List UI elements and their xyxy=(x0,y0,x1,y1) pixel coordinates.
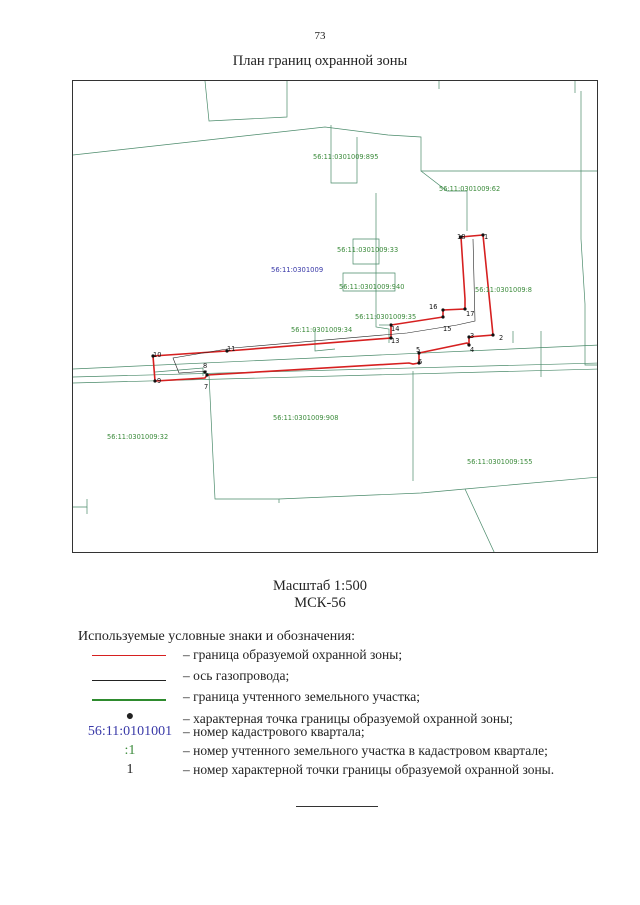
parcel-line xyxy=(465,477,598,489)
point-8-marker xyxy=(203,370,206,373)
parcel-line xyxy=(465,489,495,553)
parcel-line xyxy=(73,499,87,507)
coordinate-system-label: МСК-56 xyxy=(294,595,346,611)
parcel-label: 56:11:0301009:62 xyxy=(439,185,501,193)
plan-title: План границ охранной зоны xyxy=(232,53,408,69)
legend-item-point-number xyxy=(0,762,640,780)
legend-text: – граница учтенного земельного участка; xyxy=(183,689,420,704)
point-number-symbol: 1 xyxy=(126,762,134,777)
point-label: 10 xyxy=(153,351,162,359)
point-label: 14 xyxy=(391,325,400,333)
point-label: 16 xyxy=(429,303,438,311)
point-2-marker xyxy=(491,333,494,336)
point-15-marker xyxy=(441,315,444,318)
legend-text: – номер учтенного земельного участка в кадастровом квартале; xyxy=(183,743,548,758)
protection-zone-boundary xyxy=(153,235,493,381)
parcel-line xyxy=(205,81,287,121)
parcel-line xyxy=(279,489,465,499)
point-dot-icon: ● xyxy=(125,709,135,724)
scale-label: Масштаб 1:500 xyxy=(273,578,367,594)
point-label: 11 xyxy=(227,345,236,353)
parcel-label: 56:11:0301009:908 xyxy=(273,414,339,422)
parcel-label: 56:11:0301009:155 xyxy=(467,458,533,466)
parcel-line xyxy=(73,127,515,171)
scale-block xyxy=(0,578,640,612)
map-frame xyxy=(72,80,598,553)
parcel-label: 56:11:0301009:32 xyxy=(107,433,169,441)
legend-item-parcel-boundary xyxy=(0,689,640,707)
point-label: 15 xyxy=(443,325,452,333)
quarter-number-symbol: 56:11:0101001 xyxy=(87,724,173,739)
point-16-marker xyxy=(441,308,444,311)
parcel-label: 56:11:0301009:940 xyxy=(339,283,405,291)
quarter-label: 56:11:0301009 xyxy=(271,266,324,274)
parcel-line xyxy=(209,375,279,503)
point-label: 18 xyxy=(457,233,466,241)
legend-text: – номер кадастрового квартала; xyxy=(183,724,365,739)
point-label: 8 xyxy=(203,362,208,370)
point-label: 2 xyxy=(499,334,504,342)
legend-item-zone-boundary xyxy=(0,647,640,665)
point-7-marker xyxy=(205,373,208,376)
green-line-symbol xyxy=(92,699,166,701)
point-label: 1 xyxy=(484,233,489,241)
point-label: 3 xyxy=(470,332,475,340)
footer-separator-line xyxy=(296,806,378,807)
point-label: 9 xyxy=(157,377,162,385)
cadastral-map xyxy=(73,81,598,553)
legend-item-gas-pipeline-axis xyxy=(0,668,640,686)
boundary-points xyxy=(151,233,494,382)
parcel-line xyxy=(581,91,598,365)
point-label: 4 xyxy=(470,346,475,354)
point-label: 6 xyxy=(418,358,423,366)
page-number: 73 xyxy=(314,30,326,42)
red-line-symbol xyxy=(92,655,166,656)
point-label: 17 xyxy=(466,310,475,318)
parcel-line xyxy=(73,369,598,383)
point-label: 7 xyxy=(204,383,209,391)
legend-text: – характерная точка границы образуемой охранной зоны; xyxy=(183,711,513,726)
legend-text: – граница образуемой охранной зоны; xyxy=(183,647,403,662)
parcel-label: 56:11:0301009:895 xyxy=(313,153,379,161)
point-label: 13 xyxy=(391,337,400,345)
legend-item-quarter-number xyxy=(0,724,640,742)
parcel-label: 56:11:0301009:35 xyxy=(355,313,417,321)
legend-text: – номер характерной точки границы образуемой охранной зоны. xyxy=(183,762,555,777)
legend-text: – ось газопровода; xyxy=(183,668,290,683)
legend-title: Используемые условные знаки и обозначения: xyxy=(78,629,356,644)
zone-boundary-line xyxy=(153,235,493,381)
point-label: 5 xyxy=(416,346,421,354)
parcel-label: 56:11:0301009:8 xyxy=(475,286,533,294)
black-line-symbol xyxy=(92,680,166,681)
parcel-label: 56:11:0301009:33 xyxy=(337,246,399,254)
parcel-number-symbol: :1 xyxy=(124,743,136,758)
legend-item-parcel-number xyxy=(0,743,640,761)
parcel-boundaries xyxy=(73,81,598,553)
parcel-label: 56:11:0301009:34 xyxy=(291,326,353,334)
